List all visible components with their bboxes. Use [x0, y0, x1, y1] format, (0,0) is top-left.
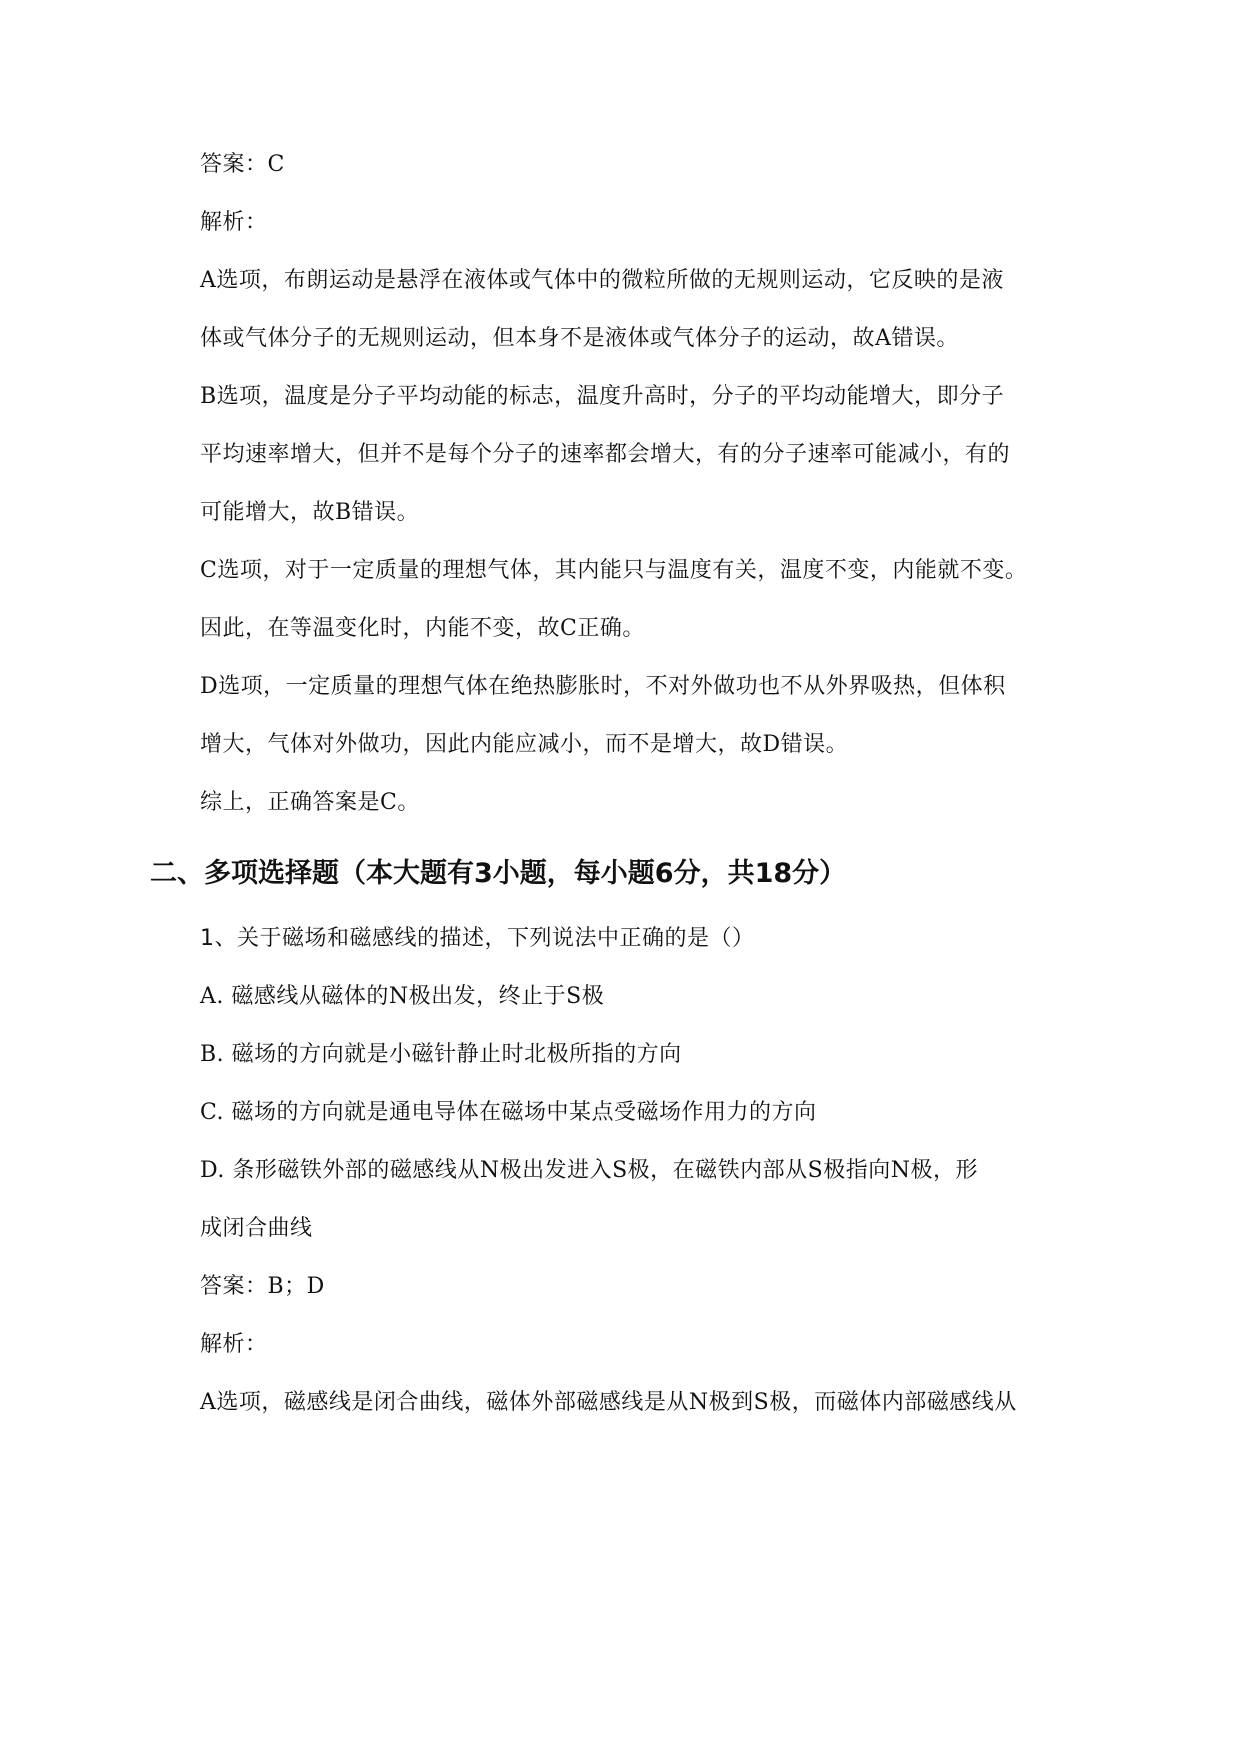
analysis-line: 综上，正确答案是C。 — [200, 790, 420, 815]
analysis-line: 因此，在等温变化时，内能不变，故C正确。 — [200, 616, 645, 641]
analysis-line: A选项，布朗运动是悬浮在液体或气体中的微粒所做的无规则运动，它反映的是液 — [200, 268, 1004, 293]
question-text: 1、关于磁场和磁感线的描述，下列说法中正确的是（） — [200, 926, 755, 951]
analysis-line: B选项，温度是分子平均动能的标志，温度升高时，分子的平均动能增大，即分子 — [200, 384, 1005, 409]
answer-text: 答案：C — [200, 152, 285, 177]
answer-text: 答案：B；D — [200, 1274, 325, 1299]
analysis-line: 增大，气体对外做功，因此内能应减小，而不是增大，故D错误。 — [200, 732, 849, 757]
option-d-continued: 成闭合曲线 — [200, 1216, 313, 1241]
section-heading: 二、多项选择题（本大题有3小题，每小题6分，共18分） — [150, 858, 847, 889]
analysis-line: 体或气体分子的无规则运动，但本身不是液体或气体分子的运动，故A错误。 — [200, 326, 959, 351]
option-d: D. 条形磁铁外部的磁感线从N极出发进入S极，在磁铁内部从S极指向N极，形 — [200, 1158, 978, 1183]
analysis-line: 可能增大，故B错误。 — [200, 500, 420, 525]
option-a: A. 磁感线从磁体的N极出发，终止于S极 — [200, 984, 605, 1009]
option-b: B. 磁场的方向就是小磁针静止时北极所指的方向 — [200, 1042, 682, 1067]
analysis-line: A选项，磁感线是闭合曲线，磁体外部磁感线是从N极到S极，而磁体内部磁感线从 — [200, 1390, 1017, 1415]
analysis-label: 解析： — [200, 1332, 268, 1357]
analysis-line: C选项，对于一定质量的理想气体，其内能只与温度有关，温度不变，内能就不变。 — [200, 558, 1028, 583]
option-c: C. 磁场的方向就是通电导体在磁场中某点受磁场作用力的方向 — [200, 1100, 817, 1125]
analysis-line: D选项，一定质量的理想气体在绝热膨胀时，不对外做功也不从外界吸热，但体积 — [200, 674, 1006, 699]
analysis-label: 解析： — [200, 210, 268, 235]
analysis-line: 平均速率增大，但并不是每个分子的速率都会增大，有的分子速率可能减小，有的 — [200, 442, 1011, 467]
